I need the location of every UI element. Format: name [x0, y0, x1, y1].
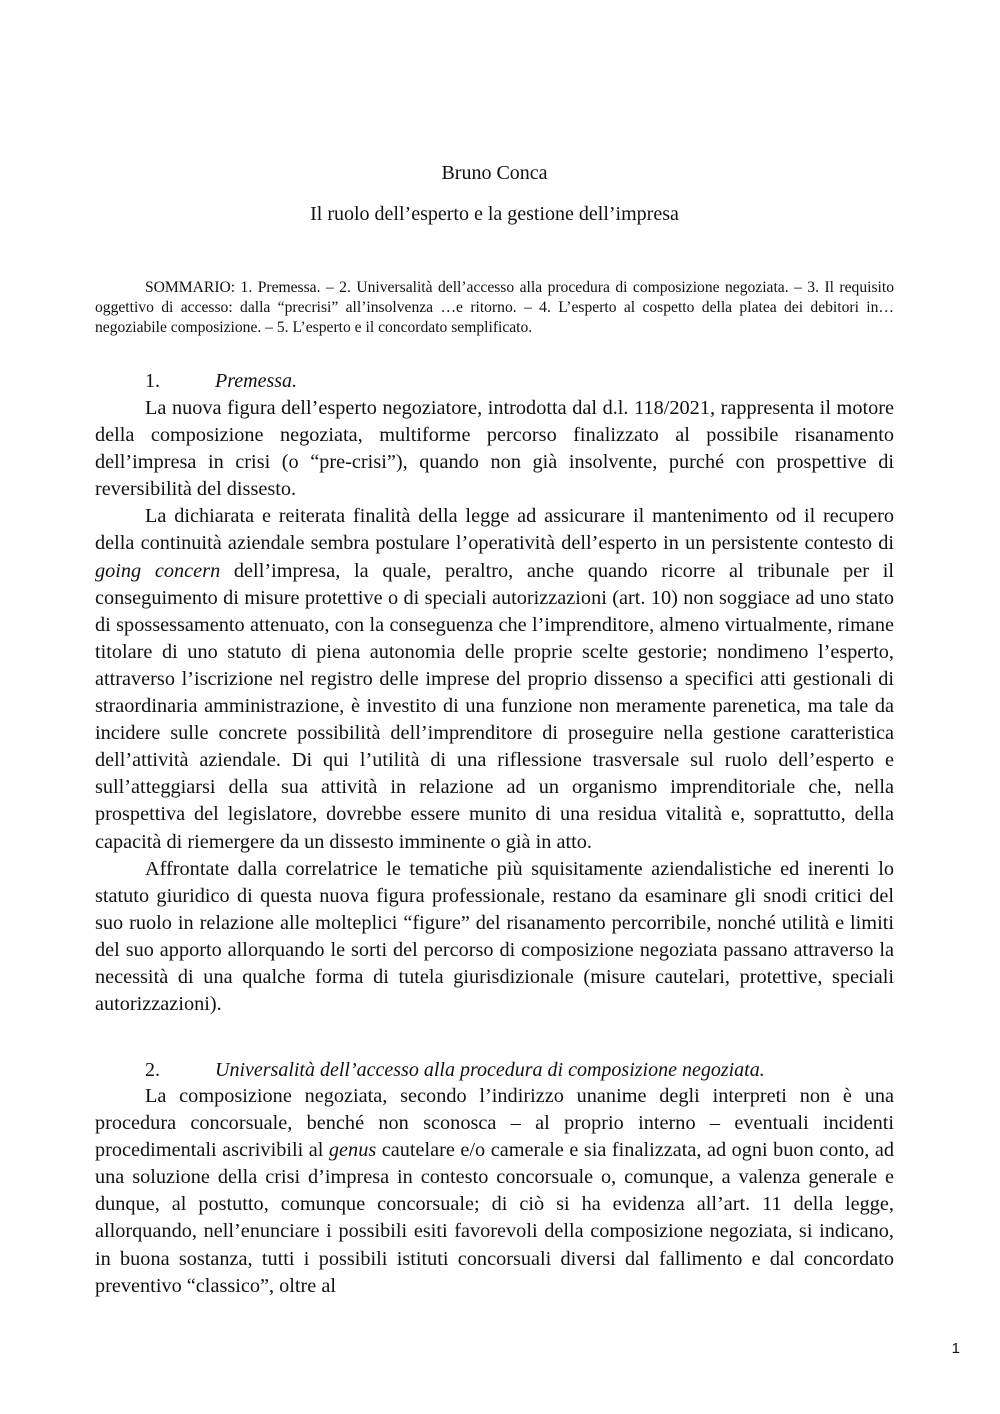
paragraph: Affrontate dalla correlatrice le tematiche più squisitamente aziendalistiche ed inerenti lo statuto giuridico di questa nuova figura professionale, restano da esaminare gli snodi critici del suo ruolo in relazione alle molteplici “figure” del risanamento percorribile, nonché utilità e limiti del suo apporto allorquando le sorti del percorso di composizione negoziata passano attraverso la necessità di una qualche forma di tutela giurisdizionale (misure cautelari, protettive, speciali autorizzazioni). — [95, 857, 894, 1016]
section-1-body — [95, 395, 894, 1018]
document-page — [95, 0, 894, 1414]
paper-title: Il ruolo dell’esperto e la gestione dell’impresa — [310, 203, 679, 225]
section-1-number: 1. — [145, 370, 160, 392]
section-2-heading — [145, 1057, 765, 1083]
italic-term: going concern — [95, 559, 221, 582]
paragraph: La nuova figura dell’esperto negoziatore, introdotta dal d.l. 118/2021, rappresenta il motore della composizione negoziata, multiforme percorso finalizzato al possibile risanamento dell’impresa in crisi (o “pre-crisi”), quando non già insolvente, purché con prospettive di reversibilità del dissesto. — [95, 397, 894, 501]
section-2-title: Universalità dell’accesso alla procedura di composizione negoziata. — [215, 1059, 765, 1081]
paragraph: La dichiarata e reiterata finalità della legge ad assicurare il mantenimento od il recupero della continuità aziendale sembra postulare l’operatività dell’esperto in un persistente contesto di going concern dell’impresa, la quale, peraltro, anche quando ricorre al tribunale per il conseguimento di misure protettive o di speciali autorizzazioni (art. 10) non soggiace ad uno stato di spossessamento attenuato, con la conseguenza che l’imprenditore, almeno virtualmente, rimane titolare di uno statuto di piena autonomia delle proprie scelte gestorie; nondimeno l’esperto, attraverso l’iscrizione nel registro delle imprese del proprio dissenso a specifici atti gestionali di straordinaria amministrazione, è investito di una funzione non meramente parenetica, ma tale da incidere sulle concrete possibilità dell’imprenditore di proseguire nella gestione caratteristica dell’attività aziendale. Di qui l’utilità di una riflessione trasversale sul ruolo dell’esperto e sull’atteggiarsi della sua attività in relazione ad un organismo imprenditoriale che, nella prospettiva del legislatore, dovrebbe essere munito di una residua vitalità e, soprattutto, della capacità di riemergere da un dissesto imminente o già in atto. — [95, 505, 894, 853]
author-name: Bruno Conca — [441, 162, 548, 184]
section-1-heading — [145, 368, 297, 394]
page-number: 1 — [951, 1340, 960, 1357]
section-1-title: Premessa. — [215, 370, 298, 392]
section-2-body — [95, 1083, 894, 1300]
italic-term: genus — [328, 1139, 377, 1162]
section-2-number: 2. — [145, 1059, 160, 1081]
paragraph: La composizione negoziata, secondo l’indirizzo unanime degli interpreti non è una procedura concorsuale, benché non sconosca – al proprio interno – eventuali incidenti procedimentali ascrivibili al genus cautelare e/o camerale e sia finalizzata, ad ogni buon conto, ad una soluzione della crisi d’impresa in contesto concorsuale o, comunque, a valenza generale e dunque, al postutto, comunque concorsuale; di ciò si ha evidenza all’art. 11 della legge, allorquando, nell’enunciare i possibili esiti favorevoli della composizione negoziata, si indicano, in buona sostanza, tutti i possibili istituti concorsuali diversi dal fallimento e dal concordato preventivo “classico”, oltre al — [95, 1085, 894, 1297]
summary-abstract: SOMMARIO: 1. Premessa. – 2. Universalità dell’accesso alla procedura di composizione negoziata. – 3. Il requisito oggettivo di accesso: dalla “precrisi” all’insolvenza …e ritorno. – 4. L’esperto al cospetto della platea dei debitori in…negoziabile composizione. – 5. L’esperto e il concordato semplificato. — [95, 279, 894, 336]
